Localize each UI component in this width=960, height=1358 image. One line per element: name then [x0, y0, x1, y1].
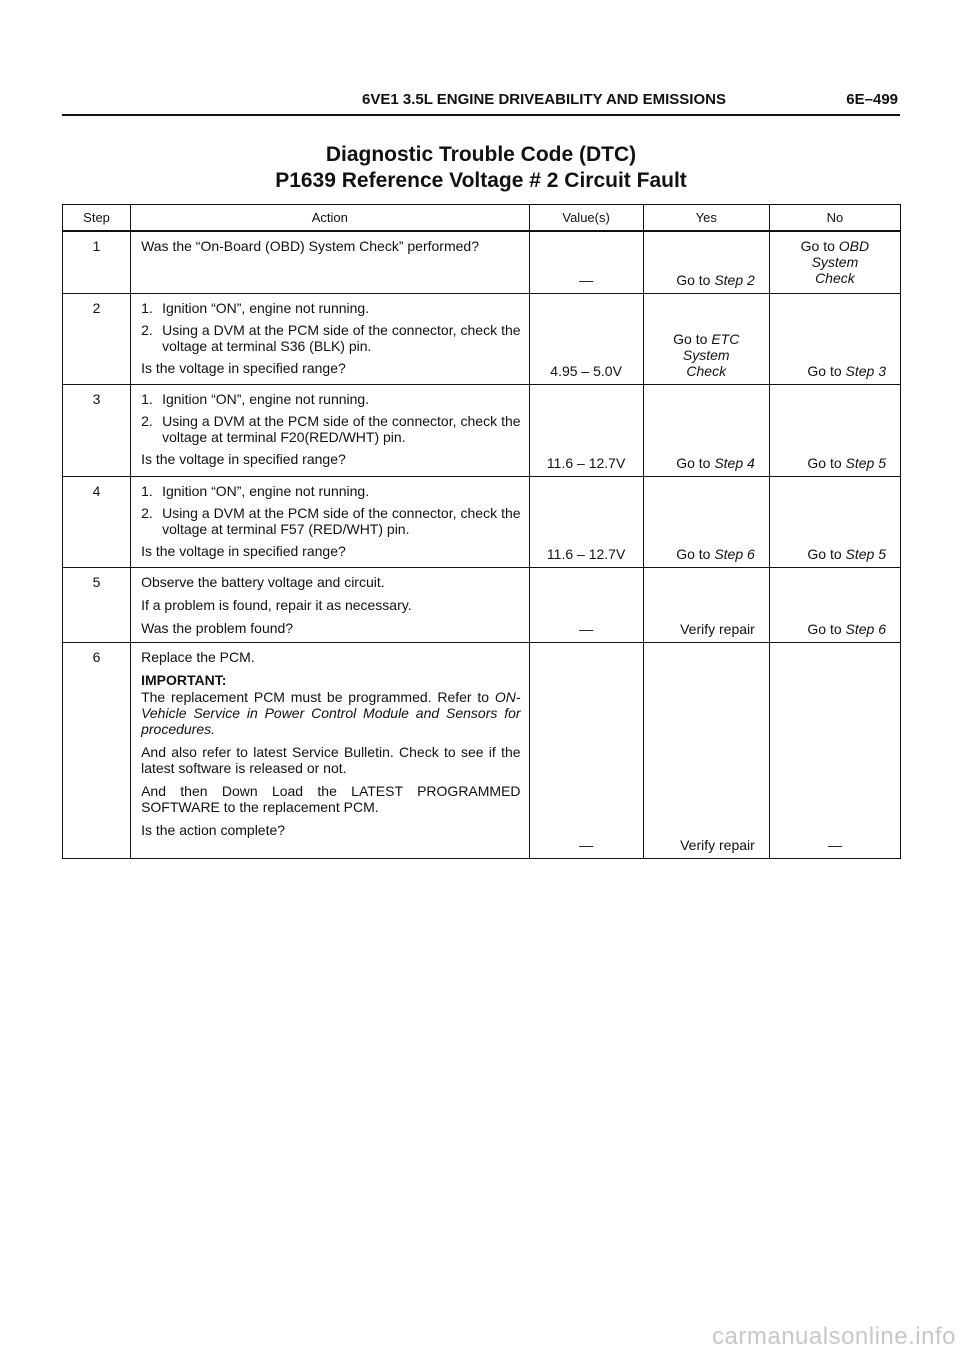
no-link[interactable]: Step 5 — [845, 545, 886, 562]
action-item: 2. Using a DVM at the PCM side of the connector, check the voltage at terminal F20(RED/WHT) pin. — [141, 412, 521, 445]
action-cell — [131, 476, 529, 567]
yes-cell[interactable] — [643, 384, 769, 476]
action-item: 1. Ignition “ON”, engine not running. — [141, 390, 370, 407]
action-cell — [131, 384, 529, 476]
no-cell[interactable] — [769, 293, 900, 384]
action-item: 2. Using a DVM at the PCM side of the connector, check the voltage at terminal S36 (BLK) pin. — [141, 321, 521, 354]
action-question: Is the voltage in specified range? — [141, 542, 346, 559]
yes-link-line-2[interactable]: System — [682, 346, 730, 363]
action-cell — [131, 567, 529, 642]
action-item: 1. Ignition “ON”, engine not running. — [141, 299, 370, 316]
value-cell: — — [529, 642, 643, 858]
document-title — [62, 142, 900, 194]
no-prefix: Go to — [807, 362, 846, 379]
action-item: 2. Using a DVM at the PCM side of the connector, check the voltage at terminal F57 (RED/WHT) pin. — [141, 504, 521, 537]
yes-prefix: Go to — [676, 545, 715, 562]
table-row — [63, 231, 901, 293]
header-action: Action — [131, 205, 529, 232]
table-row — [63, 384, 901, 476]
no-prefix: Go to — [807, 454, 846, 471]
action-question: Is the voltage in specified range? — [141, 450, 346, 467]
value-cell: — — [529, 567, 643, 642]
yes-link-line-1[interactable]: ETC — [711, 330, 740, 347]
yes-cell[interactable] — [643, 293, 769, 384]
table-row — [63, 642, 901, 858]
step-number: 6 — [63, 642, 131, 858]
value-cell: — — [529, 231, 643, 293]
table-header-row — [63, 205, 901, 232]
yes-link-line-3[interactable]: Check — [686, 362, 727, 379]
action-paragraph — [141, 689, 520, 737]
action-question: Was the problem found? — [141, 619, 294, 636]
step-number: 2 — [63, 293, 131, 384]
action-question: Was the “On-Board (OBD) System Check” performed? — [141, 238, 479, 254]
yes-link[interactable]: Step 4 — [714, 454, 755, 471]
action-paragraph: Observe the battery voltage and circuit. — [141, 573, 385, 590]
step-number: 1 — [63, 231, 131, 293]
no-prefix: Go to — [800, 238, 839, 254]
no-link-line-3[interactable]: Check — [815, 270, 855, 286]
header-no: No — [769, 205, 900, 232]
no-cell[interactable] — [769, 476, 900, 567]
action-cell — [131, 642, 529, 858]
table-row — [63, 567, 901, 642]
title-line-1: Diagnostic Trouble Code (DTC) — [325, 143, 637, 166]
yes-cell[interactable] — [643, 231, 769, 293]
no-link[interactable]: Step 5 — [845, 454, 886, 471]
refer-link[interactable]: ON-Vehicle Service in Power Control Module and Sensors for procedures. — [141, 688, 521, 737]
page-header — [62, 88, 900, 116]
yes-cell[interactable] — [643, 476, 769, 567]
action-paragraph: And also refer to latest Service Bulletin. Check to see if the latest software is released or not. — [141, 743, 521, 776]
yes-link[interactable]: Step 2 — [714, 271, 755, 288]
yes-prefix: Go to — [673, 330, 712, 347]
yes-cell: Verify repair — [643, 642, 769, 858]
no-cell[interactable] — [769, 231, 900, 293]
value-cell: 11.6 – 12.7V — [529, 384, 643, 476]
step-number: 4 — [63, 476, 131, 567]
no-link[interactable]: Step 6 — [845, 620, 886, 637]
step-number: 5 — [63, 567, 131, 642]
no-cell[interactable] — [769, 567, 900, 642]
action-cell — [131, 293, 529, 384]
yes-link[interactable]: Step 6 — [714, 545, 755, 562]
no-link-line-1[interactable]: OBD — [838, 238, 870, 254]
action-question: Is the voltage in specified range? — [141, 359, 346, 376]
value-cell: 11.6 – 12.7V — [529, 476, 643, 567]
header-values: Value(s) — [529, 205, 643, 232]
no-link[interactable]: Step 3 — [845, 362, 886, 379]
no-link-line-2[interactable]: System — [811, 254, 859, 270]
refer-text: The replacement PCM must be programmed. Refer to — [141, 688, 490, 705]
table-row — [63, 293, 901, 384]
table-row — [63, 476, 901, 567]
action-paragraph: And then Down Load the LATEST PROGRAMMED SOFTWARE to the replacement PCM. — [141, 782, 521, 815]
action-paragraph: If a problem is found, repair it as necessary. — [141, 596, 412, 613]
value-cell: 4.95 – 5.0V — [529, 293, 643, 384]
page-number: 6E–499 — [846, 91, 898, 108]
yes-prefix: Go to — [676, 454, 715, 471]
action-paragraph: Replace the PCM. — [141, 648, 255, 665]
no-cell[interactable] — [769, 384, 900, 476]
action-question: Is the action complete? — [141, 821, 286, 838]
no-prefix: Go to — [807, 545, 846, 562]
title-line-2: P1639 Reference Voltage # 2 Circuit Fault — [275, 169, 687, 192]
header-step: Step — [63, 205, 131, 232]
section-title: 6VE1 3.5L ENGINE DRIVEABILITY AND EMISSIONS — [362, 91, 726, 108]
watermark: carmanualsonline.info — [712, 1323, 956, 1350]
header-yes: Yes — [643, 205, 769, 232]
no-prefix: Go to — [807, 620, 846, 637]
yes-prefix: Go to — [676, 271, 715, 288]
no-cell: — — [769, 642, 900, 858]
action-cell — [131, 231, 529, 293]
diagnostic-table — [62, 204, 901, 859]
important-label: IMPORTANT: — [141, 671, 227, 688]
step-number: 3 — [63, 384, 131, 476]
action-item: 1. Ignition “ON”, engine not running. — [141, 482, 370, 499]
yes-cell: Verify repair — [643, 567, 769, 642]
